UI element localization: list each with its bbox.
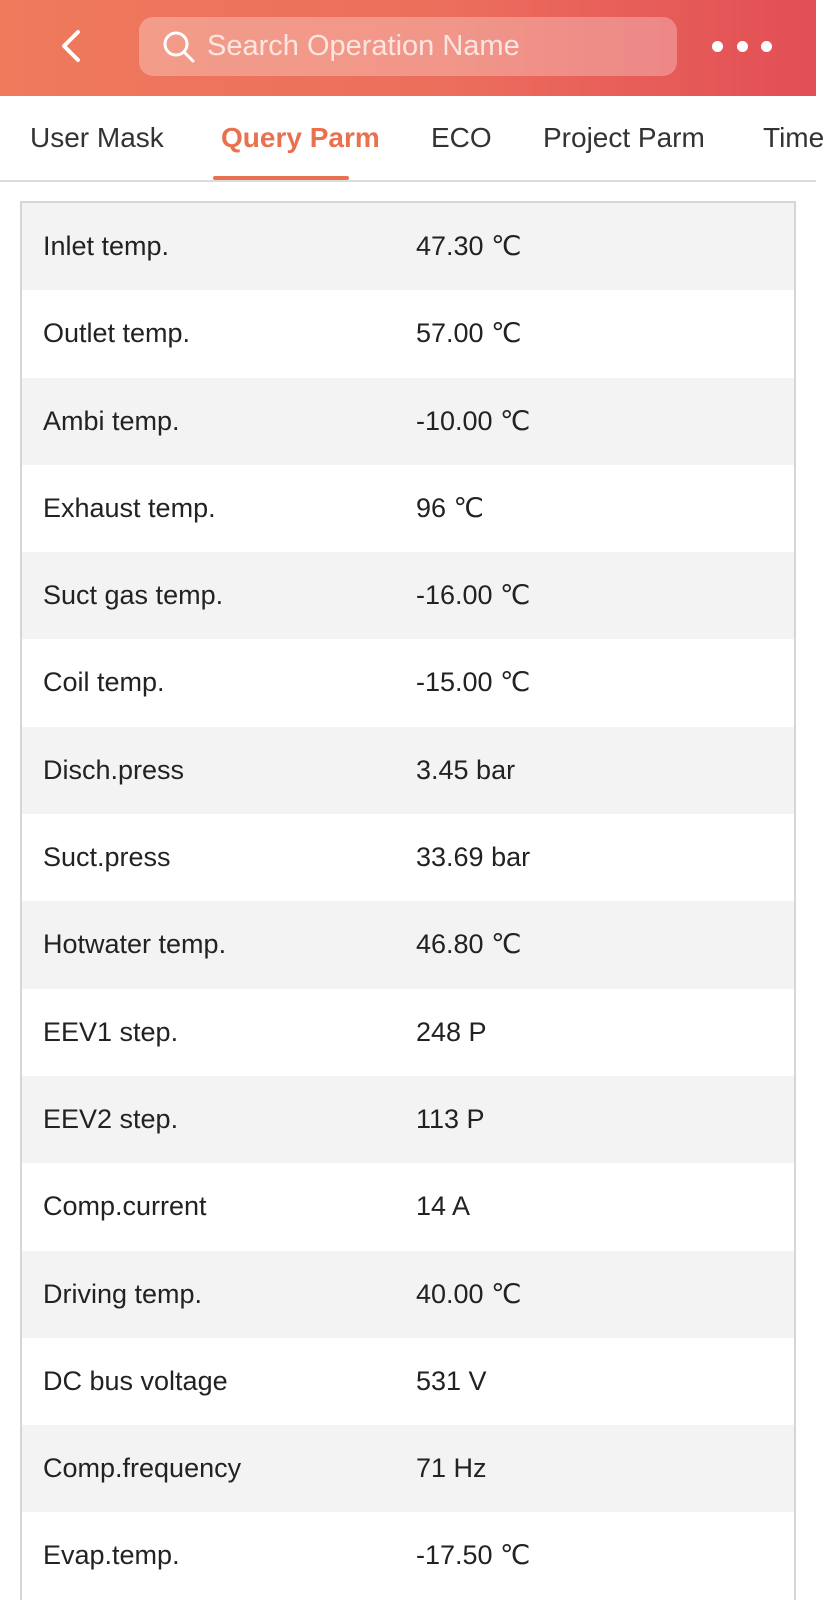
- param-label: Hotwater temp.: [43, 929, 227, 960]
- param-label: Outlet temp.: [43, 318, 191, 349]
- param-value: 47.30 ℃: [416, 231, 522, 261]
- table-row: [22, 1512, 794, 1599]
- param-label: Ambi temp.: [43, 405, 180, 436]
- tab-query-parm[interactable]: Query Parm: [221, 122, 380, 153]
- param-value: 96 ℃: [416, 492, 484, 523]
- parameter-table: [20, 201, 796, 1600]
- table-row: [22, 727, 794, 814]
- param-label: Suct.press: [43, 842, 171, 873]
- table-row: [22, 1076, 794, 1163]
- table-row: [22, 901, 794, 988]
- param-label: Coil temp.: [43, 667, 165, 698]
- search-icon: [161, 29, 197, 65]
- param-label: EEV1 step.: [43, 1016, 179, 1047]
- param-value: -17.50 ℃: [416, 1540, 531, 1571]
- table-row: [22, 378, 794, 465]
- param-value: -16.00 ℃: [416, 580, 531, 611]
- table-row: [22, 290, 794, 377]
- param-label: Inlet temp.: [43, 231, 170, 261]
- param-label: Exhaust temp.: [43, 492, 216, 523]
- param-value: -10.00 ℃: [416, 405, 531, 436]
- table-row: [22, 552, 794, 639]
- param-value: 248 P: [416, 1016, 487, 1047]
- dot: [761, 41, 772, 52]
- param-label: Suct gas temp.: [43, 580, 224, 611]
- search-input[interactable]: [207, 17, 657, 76]
- param-value: 3.45 bar: [416, 754, 516, 785]
- dot: [712, 41, 723, 52]
- param-value: 46.80 ℃: [416, 929, 522, 960]
- chevron-left-icon: [48, 22, 96, 70]
- param-value: 531 V: [416, 1365, 487, 1396]
- param-value: 71 Hz: [416, 1453, 487, 1484]
- param-value: 40.00 ℃: [416, 1278, 522, 1309]
- search-box[interactable]: [139, 17, 677, 76]
- param-label: DC bus voltage: [43, 1365, 228, 1396]
- param-label: Disch.press: [43, 754, 185, 785]
- table-row: [22, 1425, 794, 1512]
- param-label: Comp.current: [43, 1191, 207, 1222]
- table-row: [22, 465, 794, 552]
- table-row: [22, 814, 794, 901]
- tab-project-parm[interactable]: Project Parm: [543, 122, 705, 153]
- param-label: Driving temp.: [43, 1278, 203, 1309]
- active-tab-indicator: [213, 176, 349, 180]
- param-label: EEV2 step.: [43, 1103, 179, 1134]
- table-row: [22, 203, 794, 290]
- tab-eco[interactable]: ECO: [431, 122, 492, 153]
- param-label: Comp.frequency: [43, 1453, 242, 1484]
- tab-bar: [0, 96, 824, 182]
- param-value: 14 A: [416, 1191, 471, 1222]
- top-bar: [0, 0, 816, 96]
- table-row: [22, 1251, 794, 1338]
- table-row: [22, 989, 794, 1076]
- param-value: -15.00 ℃: [416, 667, 531, 698]
- table-row: [22, 639, 794, 726]
- param-value: 113 P: [416, 1103, 485, 1134]
- back-button[interactable]: [48, 22, 96, 70]
- table-row: [22, 1163, 794, 1250]
- param-label: Evap.temp.: [43, 1540, 180, 1571]
- param-value: 57.00 ℃: [416, 318, 522, 349]
- dot: [737, 41, 748, 52]
- tab-time[interactable]: Time: [763, 122, 824, 153]
- more-dots-icon[interactable]: [712, 28, 772, 64]
- tab-user-mask[interactable]: User Mask: [30, 122, 164, 153]
- table-row: [22, 1338, 794, 1425]
- param-value: 33.69 bar: [416, 842, 531, 873]
